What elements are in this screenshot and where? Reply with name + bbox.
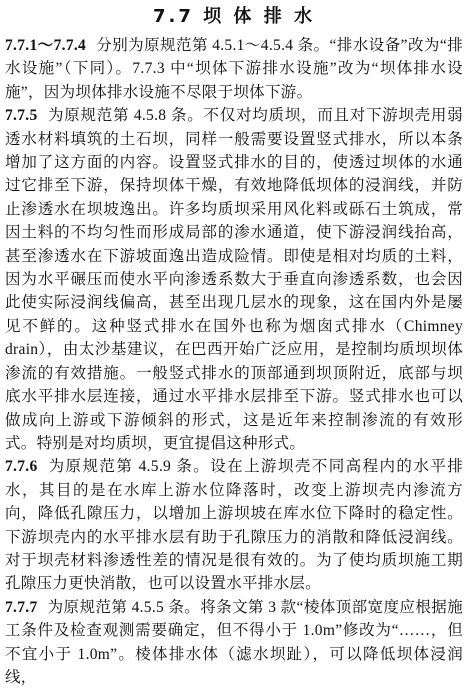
- section-body: [5, 34, 463, 700]
- clause-text: 为原规范第 4.5.5 条。将条文第 3 款“棱体顶部宽度应根据施工条件及检查观测需要确定，但不得小于 1.0m”修改为“……，但不宜小于 1.0m”。棱体排水体（滤水坝趾），可以降低坝体浸润线，: [5, 598, 463, 686]
- clause-number: 7.7.6: [5, 458, 38, 476]
- clause-7-7-5: [5, 104, 463, 455]
- clause-number: 7.7.5: [5, 107, 38, 125]
- clause-number: 7.7.7: [5, 598, 38, 616]
- clause-text: 分别为原规范第 4.5.1～4.5.4 条。“排水设备”改为“排水设施”（下同）。7.7.3 中“坝体下游排水设施”改为“坝体排水设施”，因为坝体排水设施不尽限于坝体下游。: [5, 37, 463, 101]
- clause-text: 为原规范第 4.5.9 条。设在上游坝壳不同高程内的水平排水，其目的是在水库上游水位降落时，改变上游坝壳内渗流方向，降低孔隙压力，以增加上游坝坡在库水位下降时的稳定性。下游坝壳内的水平排水层有助于孔隙压力的消散和降低浸润线。对于坝壳材料渗透性差的情况是很有效的。为了使均质坝施工期孔隙压力更快消散，也可以设置水平排水层。: [5, 458, 463, 593]
- clause-text: 为原规范第 4.5.8 条。不仅对均质坝，而且对下游坝壳用弱透水材料填筑的土石坝，同样一般需要设置竖式排水，所以本条增加了这方面的内容。设置竖式排水的目的，使透过坝体的水通过它排至下游，保持坝体干燥，有效地降低坝体的浸润线，并防止渗透水在坝坡逸出。许多均质坝采用风化料或砾石土筑成，常因土料的不均匀性而形成局部的渗水通道，使下游浸润线抬高，甚至渗透水在下游坡面逸出造成险情。即使是相对均质的土料，因为水平碾压而使水平向渗透系数大于垂直向渗透系数，也会因此使实际浸润线偏高，甚至出现几层水的现象，这在国内外是屡见不鲜的。这种竖式排水在国外也称为烟囱式排水（Chimney drain），由太沙基建议，在巴西开始广泛应用，是控制均质坝坝体渗流的有效措施。一般竖式排水的顶部通到坝顶附近，底部与坝底水平排水层连接，通过水平排水层排至下游。竖式排水也可以做成向上游或下游倾斜的形式，这是近年来控制渗流的有效形式。特别是对均质坝，更宜提倡这种形式。: [5, 107, 463, 452]
- clause-7-7-7: [5, 596, 463, 690]
- section-title: 7.7 坝 体 排 水: [153, 6, 315, 27]
- clause-number: 7.7.1～7.7.4: [5, 37, 87, 54]
- clause-7-7-1-to-7-7-4: [5, 34, 463, 104]
- clause-7-7-6: [5, 455, 463, 595]
